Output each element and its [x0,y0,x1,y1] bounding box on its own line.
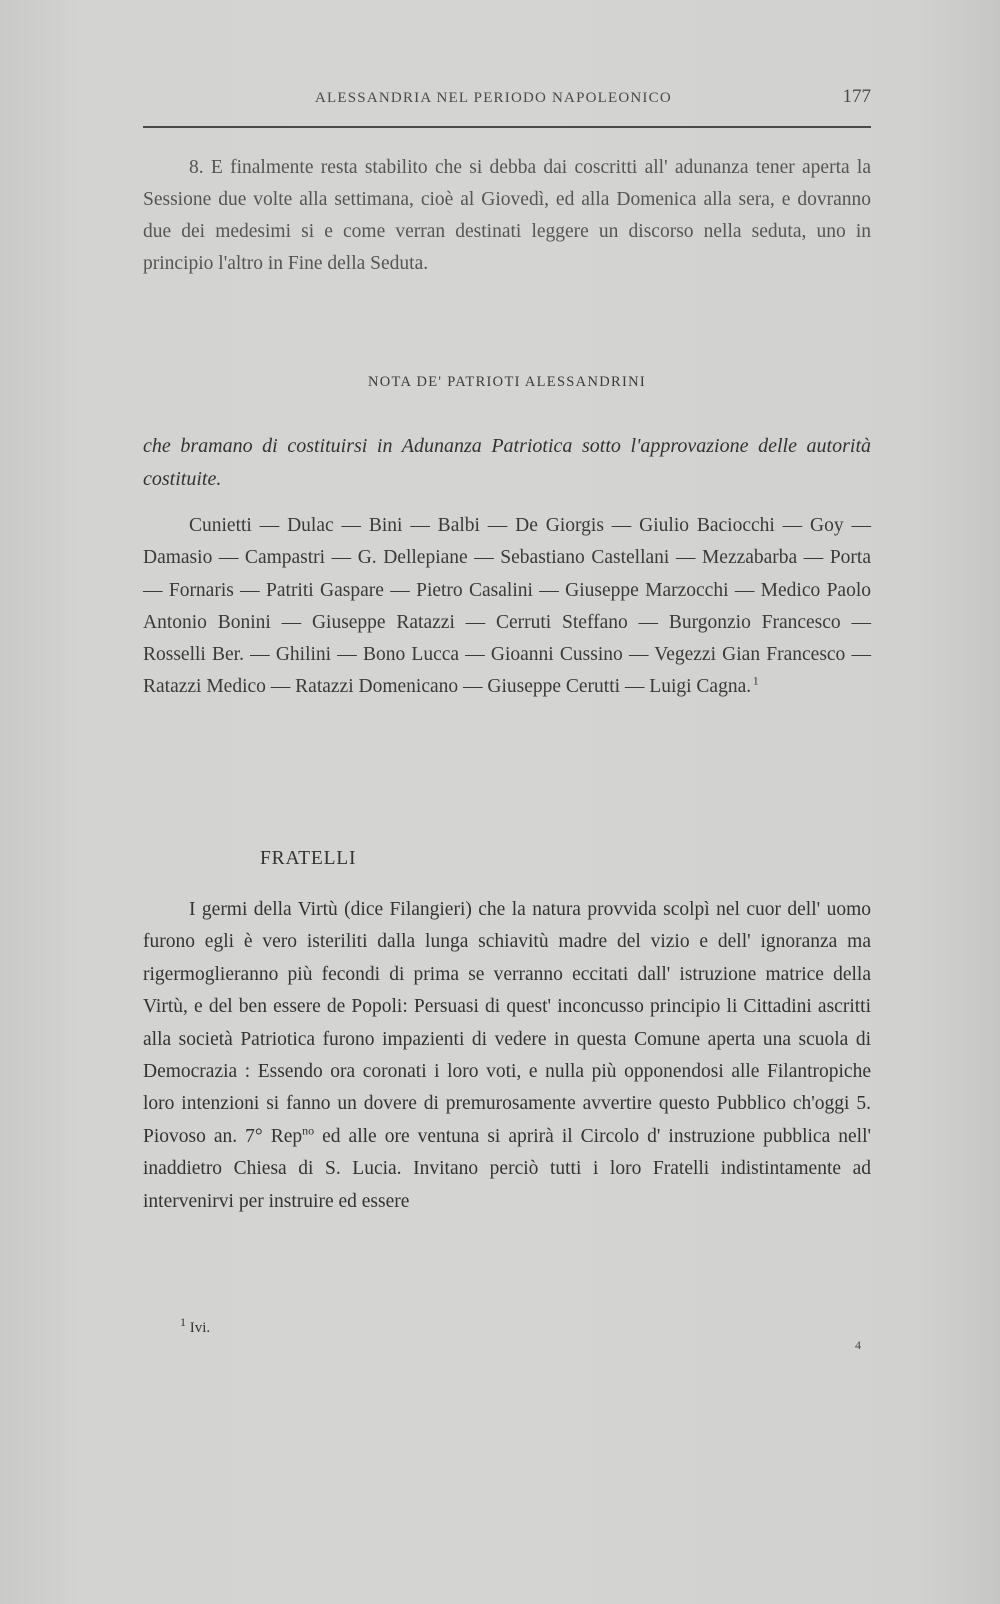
footnote-reference: 1 [752,673,759,688]
page-number: 177 [842,86,871,107]
names-text: Cunietti — Dulac — Bini — Balbi — De Giorgis — Giulio Baciocchi — Goy — Damasio — Campastri — G. Dellepiane — Sebastiano Castellani — Mezzabarba — Porta — Fornaris — Patriti Gaspare — Pietro Casalini — Giuseppe Marzocchi — Medico Paolo Antonio Bonini — Giuseppe Ratazzi — Cerruti Steffano — Burgonzio Francesco — Rosselli Ber. — Ghilini — Bono Lucca — Gioanni Cussino — Vegezzi Gian Francesco — Ratazzi Medico — Ratazzi Domenicano — Giuseppe Cerutti — Luigi Cagna. [143,515,871,698]
signature-mark: 4 [855,1338,861,1352]
header-rule [143,126,871,128]
fratelli-text-part-2: ed alle ore ventuna si aprirà il Circolo d' instruzione pubblica nell' inaddietro Chiesa di S. Lucia. Invitano perciò tutti i loro Fratelli indistintamente ad intervenirvi per instruire ed essere [143,1125,871,1212]
rep-superscript: no [302,1123,315,1138]
running-head [143,86,871,116]
fratelli-heading: FRATELLI [260,848,357,869]
running-title: ALESSANDRIA NEL PERIODO NAPOLEONICO [315,90,672,106]
fratelli-text-part-1: I germi della Virtù (dice Filangieri) che la natura provvida scolpì nel cuor dell' uomo furono egli è vero isteriliti dalla lunga schiavitù madre del vizio e dell' ignoranza ma rigermoglieranno più fecondi di prima se verranno eccitati dall' istruzione matrice della Virtù, e del ben essere de Popoli: Persuasi di quest' inconcusso principio li Cittadini ascritti alla società Patriotica furono impazienti di vedere in questa Comune aperta una scuola di Democrazia : Essendo ora coronati i loro voti, e nulla più opponendosi alle Filantropiche loro intenzioni si fanno un dovere di premurosamente avvertire questo Pubblico ch'oggi 5. Piovoso an. 7° Rep [143,899,871,1147]
footnote [180,1315,211,1337]
patriot-names-list [143,510,871,704]
footnote-text: Ivi. [189,1320,211,1336]
fratelli-paragraph [143,894,871,1218]
nota-subtitle: che bramano di costituirsi in Adunanza Patriotica sotto l'approvazione delle autorità costituite. [143,435,871,490]
paragraph-item-8: 8. E finalmente resta stabilito che si debba dai coscritti all' adunanza tener aperta la Sessione due volte alla settimana, cioè al Giovedì, ed alla Domenica alla sera, e dovranno due dei medesimi si e come verran destinati leggere un discorso nella seduta, uno in principio l'altro in Fine della Seduta. [143,157,871,274]
nota-heading: NOTA DE' PATRIOTI ALESSANDRINI [368,374,646,390]
footnote-marker: 1 [180,1315,186,1329]
